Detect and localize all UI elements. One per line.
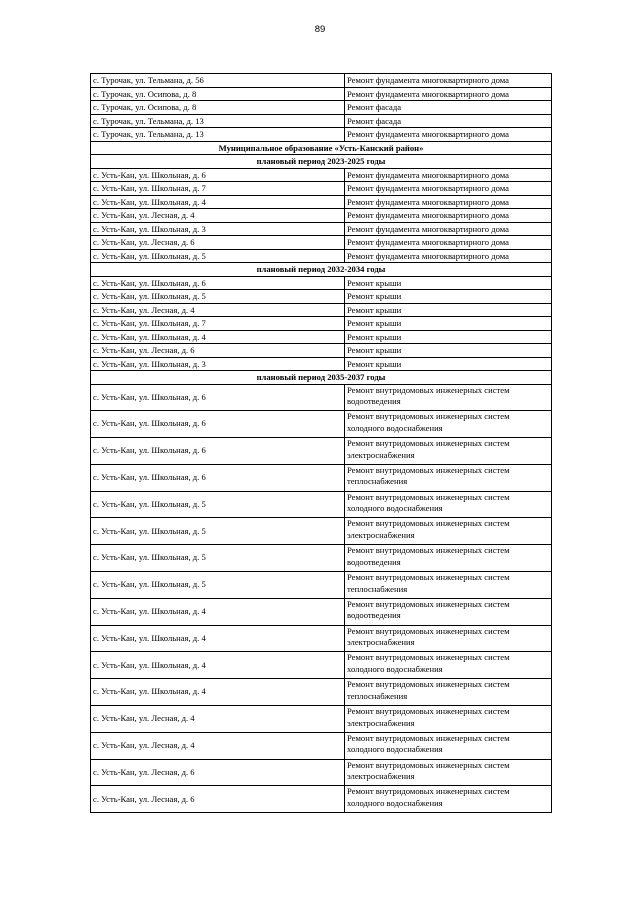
address-cell: с. Усть-Кан, ул. Лесная, д. 4 bbox=[91, 732, 345, 759]
work-type-line: электроснабжения bbox=[347, 449, 415, 460]
table-row bbox=[91, 74, 552, 88]
address-cell: с. Усть-Кан, ул. Лесная, д. 6 bbox=[91, 759, 345, 786]
work-type-cell bbox=[345, 290, 552, 304]
work-type-cell bbox=[345, 168, 552, 182]
address-cell: с. Усть-Кан, ул. Школьная, д. 5 bbox=[91, 545, 345, 572]
work-type-cell bbox=[345, 87, 552, 101]
table-row bbox=[91, 732, 552, 759]
table-row bbox=[91, 101, 552, 115]
address-cell: с. Усть-Кан, ул. Школьная, д. 4 bbox=[91, 330, 345, 344]
address-cell: с. Усть-Кан, ул. Школьная, д. 4 bbox=[91, 652, 345, 679]
work-type-cell bbox=[345, 249, 552, 263]
table-row bbox=[91, 195, 552, 209]
work-type-cell bbox=[345, 195, 552, 209]
work-type-line: теплоснабжения bbox=[347, 476, 408, 487]
address-cell: с. Усть-Кан, ул. Лесная, д. 6 bbox=[91, 344, 345, 358]
address-cell: с. Усть-Кан, ул. Школьная, д. 4 bbox=[91, 598, 345, 625]
address-cell: с. Усть-Кан, ул. Школьная, д. 6 bbox=[91, 464, 345, 491]
table-row bbox=[91, 652, 552, 679]
table-row bbox=[91, 182, 552, 196]
address-cell: с. Усть-Кан, ул. Школьная, д. 6 bbox=[91, 384, 345, 411]
work-type-cell bbox=[345, 545, 552, 572]
work-type-line: Ремонт внутридомовых инженерных систем bbox=[347, 438, 510, 449]
address-cell: с. Усть-Кан, ул. Школьная, д. 5 bbox=[91, 572, 345, 599]
table-row bbox=[91, 491, 552, 518]
work-type-line: Ремонт внутридомовых инженерных систем bbox=[347, 491, 510, 502]
table-row bbox=[91, 303, 552, 317]
work-type-cell bbox=[345, 317, 552, 331]
address-cell: с. Усть-Кан, ул. Школьная, д. 4 bbox=[91, 625, 345, 652]
table-row bbox=[91, 679, 552, 706]
table-row bbox=[91, 464, 552, 491]
work-type-cell bbox=[345, 572, 552, 599]
work-type-line: Ремонт фундамента многоквартирного дома bbox=[347, 223, 509, 234]
work-type-line: Ремонт крыши bbox=[347, 345, 402, 355]
address-cell: с. Турочак, ул. Тельмана, д. 56 bbox=[91, 74, 345, 88]
work-type-line: Ремонт внутридомовых инженерных систем bbox=[347, 384, 510, 395]
work-type-line: Ремонт внутридомовых инженерных систем bbox=[347, 518, 510, 529]
work-type-cell bbox=[345, 344, 552, 358]
address-cell: с. Усть-Кан, ул. Школьная, д. 6 bbox=[91, 411, 345, 438]
address-cell: с. Усть-Кан, ул. Школьная, д. 3 bbox=[91, 357, 345, 371]
address-cell: с. Усть-Кан, ул. Школьная, д. 5 bbox=[91, 491, 345, 518]
table-row bbox=[91, 786, 552, 813]
address-cell: с. Усть-Кан, ул. Школьная, д. 5 bbox=[91, 249, 345, 263]
table-row bbox=[91, 317, 552, 331]
work-type-cell bbox=[345, 128, 552, 142]
address-cell: с. Усть-Кан, ул. Школьная, д. 3 bbox=[91, 222, 345, 236]
work-type-cell bbox=[345, 732, 552, 759]
work-type-line: Ремонт внутридомовых инженерных систем bbox=[347, 732, 510, 743]
table-row bbox=[91, 249, 552, 263]
table-row bbox=[91, 168, 552, 182]
address-cell: с. Усть-Кан, ул. Школьная, д. 7 bbox=[91, 317, 345, 331]
work-type-line: электроснабжения bbox=[347, 530, 415, 541]
work-type-line: Ремонт внутридомовых инженерных систем bbox=[347, 545, 510, 556]
work-type-cell bbox=[345, 625, 552, 652]
work-type-line: теплоснабжения bbox=[347, 583, 408, 594]
work-type-line: Ремонт фундамента многоквартирного дома bbox=[347, 237, 509, 247]
table-row bbox=[91, 114, 552, 128]
work-type-line: электроснабжения bbox=[347, 771, 415, 782]
work-type-line: Ремонт крыши bbox=[347, 277, 402, 288]
address-cell: с. Усть-Кан, ул. Лесная, д. 6 bbox=[91, 786, 345, 813]
work-type-cell bbox=[345, 74, 552, 88]
work-type-line: водоотведения bbox=[347, 556, 401, 567]
address-cell: с. Усть-Кан, ул. Лесная, д. 4 bbox=[91, 303, 345, 317]
table-row bbox=[91, 276, 552, 290]
section-header-row bbox=[91, 371, 552, 385]
work-type-cell bbox=[345, 464, 552, 491]
address-cell: с. Усть-Кан, ул. Школьная, д. 5 bbox=[91, 290, 345, 304]
work-type-line: Ремонт крыши bbox=[347, 358, 402, 369]
table-row bbox=[91, 598, 552, 625]
table-row bbox=[91, 411, 552, 438]
work-type-line: Ремонт внутридомовых инженерных систем bbox=[347, 652, 510, 663]
table-row bbox=[91, 128, 552, 142]
address-cell: с. Усть-Кан, ул. Школьная, д. 6 bbox=[91, 438, 345, 465]
work-type-cell bbox=[345, 491, 552, 518]
work-type-line: Ремонт крыши bbox=[347, 304, 402, 315]
work-type-line: водоотведения bbox=[347, 396, 401, 407]
table-row bbox=[91, 706, 552, 733]
work-type-line: Ремонт фундамента многоквартирного дома bbox=[347, 88, 509, 99]
table-body bbox=[91, 74, 552, 813]
table-row bbox=[91, 759, 552, 786]
work-type-line: Ремонт внутридомовых инженерных систем bbox=[347, 572, 510, 583]
section-header: плановый период 2023-2025 годы bbox=[91, 155, 552, 169]
address-cell: с. Усть-Кан, ул. Лесная, д. 6 bbox=[91, 236, 345, 250]
work-type-line: Ремонт фундамента многоквартирного дома bbox=[347, 169, 509, 180]
section-header: плановый период 2032-2034 годы bbox=[91, 263, 552, 277]
work-type-cell bbox=[345, 114, 552, 128]
section-header: Муниципальное образование «Усть-Канский район» bbox=[91, 141, 552, 155]
work-type-cell bbox=[345, 679, 552, 706]
table-row bbox=[91, 545, 552, 572]
work-type-line: Ремонт внутридомовых инженерных систем bbox=[347, 598, 510, 609]
address-cell: с. Усть-Кан, ул. Школьная, д. 6 bbox=[91, 168, 345, 182]
work-type-line: Ремонт крыши bbox=[347, 291, 402, 301]
table-row bbox=[91, 357, 552, 371]
work-type-line: Ремонт фасада bbox=[347, 102, 402, 112]
section-header-row bbox=[91, 141, 552, 155]
work-type-cell bbox=[345, 411, 552, 438]
address-cell: с. Усть-Кан, ул. Лесная, д. 4 bbox=[91, 209, 345, 223]
table-row bbox=[91, 222, 552, 236]
work-type-line: Ремонт крыши bbox=[347, 331, 402, 342]
work-type-line: Ремонт внутридомовых инженерных систем bbox=[347, 625, 510, 636]
address-cell: с. Турочак, ул. Осипова, д. 8 bbox=[91, 87, 345, 101]
work-type-cell bbox=[345, 652, 552, 679]
work-type-line: Ремонт фундамента многоквартирного дома bbox=[347, 196, 509, 207]
work-type-cell bbox=[345, 222, 552, 236]
page-number: 89 bbox=[314, 24, 326, 35]
section-header-row bbox=[91, 155, 552, 169]
work-type-line: Ремонт внутридомовых инженерных систем bbox=[347, 464, 510, 475]
work-type-cell bbox=[345, 276, 552, 290]
work-type-line: холодного водоснабжения bbox=[347, 503, 443, 514]
work-type-line: Ремонт внутридомовых инженерных систем bbox=[347, 411, 510, 422]
table-row bbox=[91, 87, 552, 101]
work-type-line: электроснабжения bbox=[347, 637, 415, 648]
table-row bbox=[91, 236, 552, 250]
section-header-row bbox=[91, 263, 552, 277]
work-type-line: Ремонт внутридомовых инженерных систем bbox=[347, 786, 510, 797]
work-type-line: Ремонт фундамента многоквартирного дома bbox=[347, 250, 509, 261]
work-type-cell bbox=[345, 101, 552, 115]
work-type-cell bbox=[345, 357, 552, 371]
repair-schedule-table bbox=[90, 73, 552, 813]
work-type-line: холодного водоснабжения bbox=[347, 664, 443, 675]
work-type-line: Ремонт внутридомовых инженерных систем bbox=[347, 706, 510, 717]
work-type-cell bbox=[345, 598, 552, 625]
table-row bbox=[91, 344, 552, 358]
work-type-cell bbox=[345, 209, 552, 223]
work-type-line: Ремонт фундамента многоквартирного дома bbox=[347, 183, 509, 193]
address-cell: с. Усть-Кан, ул. Школьная, д. 4 bbox=[91, 195, 345, 209]
work-type-cell bbox=[345, 786, 552, 813]
work-type-cell bbox=[345, 759, 552, 786]
address-cell: с. Усть-Кан, ул. Школьная, д. 7 bbox=[91, 182, 345, 196]
table-row bbox=[91, 572, 552, 599]
table-row bbox=[91, 209, 552, 223]
work-type-line: холодного водоснабжения bbox=[347, 744, 443, 755]
address-cell: с. Турочак, ул. Осипова, д. 8 bbox=[91, 101, 345, 115]
address-cell: с. Усть-Кан, ул. Школьная, д. 4 bbox=[91, 679, 345, 706]
work-type-line: холодного водоснабжения bbox=[347, 798, 443, 809]
address-cell: с. Турочак, ул. Тельмана, д. 13 bbox=[91, 128, 345, 142]
address-cell: с. Турочак, ул. Тельмана, д. 13 bbox=[91, 114, 345, 128]
work-type-cell bbox=[345, 303, 552, 317]
work-type-line: Ремонт фундамента многоквартирного дома bbox=[347, 210, 509, 220]
table-row bbox=[91, 438, 552, 465]
work-type-cell bbox=[345, 706, 552, 733]
work-type-cell bbox=[345, 518, 552, 545]
work-type-cell bbox=[345, 236, 552, 250]
work-type-line: Ремонт внутридомовых инженерных систем bbox=[347, 759, 510, 770]
table-row bbox=[91, 330, 552, 344]
table-row bbox=[91, 625, 552, 652]
work-type-cell bbox=[345, 182, 552, 196]
table-row bbox=[91, 290, 552, 304]
address-cell: с. Усть-Кан, ул. Школьная, д. 6 bbox=[91, 276, 345, 290]
address-cell: с. Усть-Кан, ул. Лесная, д. 4 bbox=[91, 706, 345, 733]
table-row bbox=[91, 384, 552, 411]
work-type-line: Ремонт внутридомовых инженерных систем bbox=[347, 679, 510, 690]
work-type-line: Ремонт фасада bbox=[347, 115, 402, 126]
work-type-line: холодного водоснабжения bbox=[347, 422, 443, 433]
table-row bbox=[91, 518, 552, 545]
work-type-line: Ремонт фундамента многоквартирного дома bbox=[347, 75, 509, 85]
work-type-line: электроснабжения bbox=[347, 717, 415, 728]
work-type-cell bbox=[345, 438, 552, 465]
work-type-line: водоотведения bbox=[347, 610, 401, 621]
work-type-line: теплоснабжения bbox=[347, 690, 408, 701]
work-type-cell bbox=[345, 330, 552, 344]
work-type-line: Ремонт фундамента многоквартирного дома bbox=[347, 129, 509, 139]
work-type-line: Ремонт крыши bbox=[347, 318, 402, 328]
section-header: плановый период 2035-2037 годы bbox=[91, 371, 552, 385]
work-type-cell bbox=[345, 384, 552, 411]
address-cell: с. Усть-Кан, ул. Школьная, д. 5 bbox=[91, 518, 345, 545]
